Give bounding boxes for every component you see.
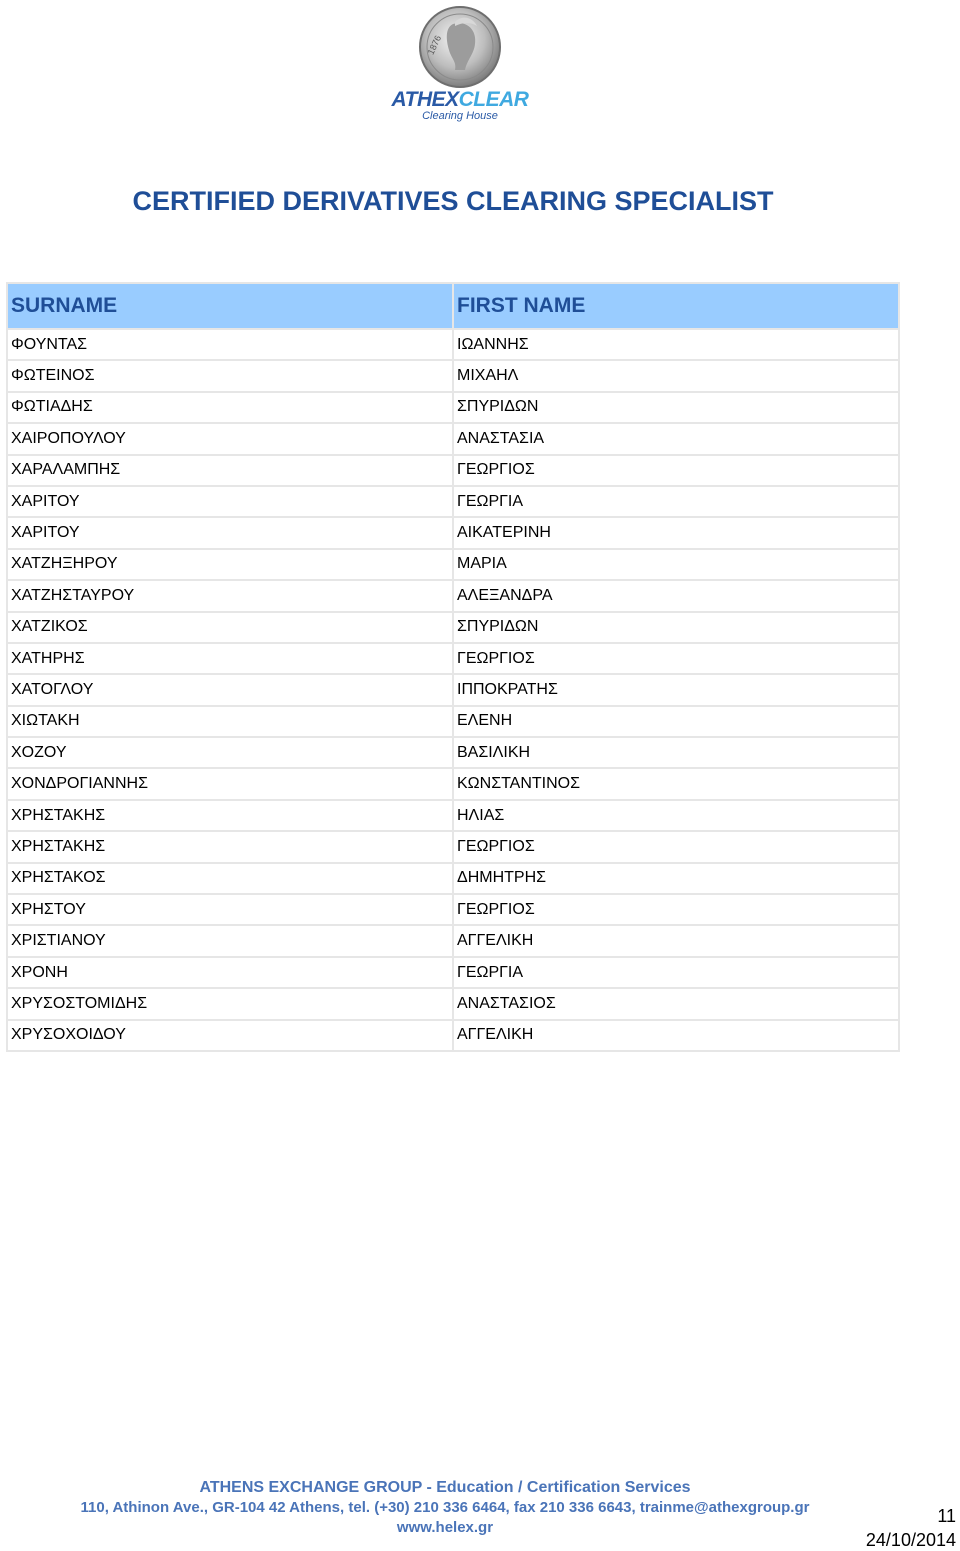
first-name-cell: ΑΝΑΣΤΑΣΙΑ xyxy=(454,424,898,453)
page-number: 11 xyxy=(937,1506,956,1526)
table-row xyxy=(8,707,898,736)
footer-org-line: ATHENS EXCHANGE GROUP - Education / Certification Services xyxy=(199,1479,691,1496)
first-name-cell: ΓΕΩΡΓΙΑ xyxy=(454,487,898,516)
table-row xyxy=(8,801,898,830)
first-name-cell: ΒΑΣΙΛΙΚΗ xyxy=(454,738,898,767)
first-name-cell: ΓΕΩΡΓΙΟΣ xyxy=(454,456,898,485)
first-name-cell: ΑΓΓΕΛΙΚΗ xyxy=(454,926,898,955)
first-name-cell: ΕΛΕΝΗ xyxy=(454,707,898,736)
table-row xyxy=(8,958,898,987)
surname-cell: ΧΑΙΡΟΠΟΥΛΟΥ xyxy=(8,424,452,453)
surname-header: SURNAME xyxy=(8,284,452,328)
athexclear-logo xyxy=(370,4,550,124)
surname-cell: ΧΟΝΔΡΟΓΙΑΝΝΗΣ xyxy=(8,769,452,798)
first-name-cell: ΜΑΡΙΑ xyxy=(454,550,898,579)
surname-cell: ΧΑΤΟΓΛΟΥ xyxy=(8,675,452,704)
first-name-cell: ΓΕΩΡΓΙΑ xyxy=(454,958,898,987)
first-name-cell: ΚΩΝΣΤΑΝΤΙΝΟΣ xyxy=(454,769,898,798)
surname-cell: ΧΑΡΙΤΟΥ xyxy=(8,518,452,547)
surname-cell: ΧΡΥΣΟΧΟΙΔΟΥ xyxy=(8,1021,452,1050)
first-name-cell: ΙΠΠΟΚΡΑΤΗΣ xyxy=(454,675,898,704)
footer-website-link[interactable]: www.helex.gr xyxy=(396,1519,494,1536)
page-date: 24/10/2014 xyxy=(865,1530,956,1550)
surname-cell: ΧΡΟΝΗ xyxy=(8,958,452,987)
first-name-cell: ΣΠΥΡΙΔΩΝ xyxy=(454,613,898,642)
surname-cell: ΧΙΩΤΑΚΗ xyxy=(8,707,452,736)
first-name-header: FIRST NAME xyxy=(454,284,898,328)
table-row xyxy=(8,550,898,579)
table-row xyxy=(8,393,898,422)
surname-cell: ΦΩΤΙΑΔΗΣ xyxy=(8,393,452,422)
surname-cell: ΧΡΗΣΤΑΚΟΣ xyxy=(8,864,452,893)
first-name-cell: ΑΓΓΕΛΙΚΗ xyxy=(454,1021,898,1050)
first-name-cell: ΑΝΑΣΤΑΣΙΟΣ xyxy=(454,989,898,1018)
table-row xyxy=(8,1021,898,1050)
surname-cell: ΧΑΤΖΙΚΟΣ xyxy=(8,613,452,642)
table-row xyxy=(8,864,898,893)
coin-emblem-icon xyxy=(415,4,505,90)
first-name-cell: ΜΙΧΑΗΛ xyxy=(454,361,898,390)
specialist-table xyxy=(6,282,900,1052)
table-header-row xyxy=(8,284,898,328)
surname-cell: ΧΡΗΣΤΑΚΗΣ xyxy=(8,801,452,830)
surname-cell: ΧΡΥΣΟΣΤΟΜΙΔΗΣ xyxy=(8,989,452,1018)
surname-cell: ΧΑΤΗΡΗΣ xyxy=(8,644,452,673)
footer xyxy=(40,1478,850,1538)
table-row xyxy=(8,769,898,798)
first-name-cell: ΑΛΕΞΑΝΔΡΑ xyxy=(454,581,898,610)
first-name-cell: ΙΩΑΝΝΗΣ xyxy=(454,330,898,359)
table-row xyxy=(8,644,898,673)
first-name-cell: ΓΕΩΡΓΙΟΣ xyxy=(454,895,898,924)
surname-cell: ΧΑΡΙΤΟΥ xyxy=(8,487,452,516)
surname-cell: ΧΡΙΣΤΙΑΝΟΥ xyxy=(8,926,452,955)
table-row xyxy=(8,989,898,1018)
table-row xyxy=(8,926,898,955)
table-row xyxy=(8,487,898,516)
surname-cell: ΦΩΤΕΙΝΟΣ xyxy=(8,361,452,390)
logo-subtitle: Clearing House xyxy=(422,110,498,122)
table-row xyxy=(8,361,898,390)
first-name-cell: ΔΗΜΗΤΡΗΣ xyxy=(454,864,898,893)
surname-cell: ΧΑΡΑΛΑΜΠΗΣ xyxy=(8,456,452,485)
surname-cell: ΧΟΖΟΥ xyxy=(8,738,452,767)
table-row xyxy=(8,895,898,924)
surname-cell: ΧΡΗΣΤΑΚΗΣ xyxy=(8,832,452,861)
coin-year-text: 1876 xyxy=(425,33,444,57)
logo-word-clear: CLEAR xyxy=(458,88,529,111)
table-row xyxy=(8,832,898,861)
table-body xyxy=(8,330,898,1050)
table-row xyxy=(8,518,898,547)
table-row xyxy=(8,675,898,704)
table-row xyxy=(8,613,898,642)
table-row xyxy=(8,581,898,610)
table-row xyxy=(8,330,898,359)
first-name-cell: ΑΙΚΑΤΕΡΙΝΗ xyxy=(454,518,898,547)
first-name-cell: ΣΠΥΡΙΔΩΝ xyxy=(454,393,898,422)
footer-address-line: 110, Athinon Ave., GR-104 42 Athens, tel. (+30) 210 336 6464, fax 210 336 6643, trainme@athexgroup.gr xyxy=(80,1499,810,1516)
first-name-cell: ΗΛΙΑΣ xyxy=(454,801,898,830)
surname-cell: ΧΑΤΖΗΞΗΡΟΥ xyxy=(8,550,452,579)
surname-cell: ΦΟΥΝΤΑΣ xyxy=(8,330,452,359)
surname-cell: ΧΡΗΣΤΟΥ xyxy=(8,895,452,924)
logo-word-athex: ATHEX xyxy=(391,88,459,111)
page-title: CERTIFIED DERIVATIVES CLEARING SPECIALIST xyxy=(132,186,774,216)
surname-cell: ΧΑΤΖΗΣΤΑΥΡΟΥ xyxy=(8,581,452,610)
table-row xyxy=(8,738,898,767)
first-name-cell: ΓΕΩΡΓΙΟΣ xyxy=(454,832,898,861)
table-row xyxy=(8,424,898,453)
first-name-cell: ΓΕΩΡΓΙΟΣ xyxy=(454,644,898,673)
table-row xyxy=(8,456,898,485)
logo-wordmark xyxy=(370,88,550,112)
